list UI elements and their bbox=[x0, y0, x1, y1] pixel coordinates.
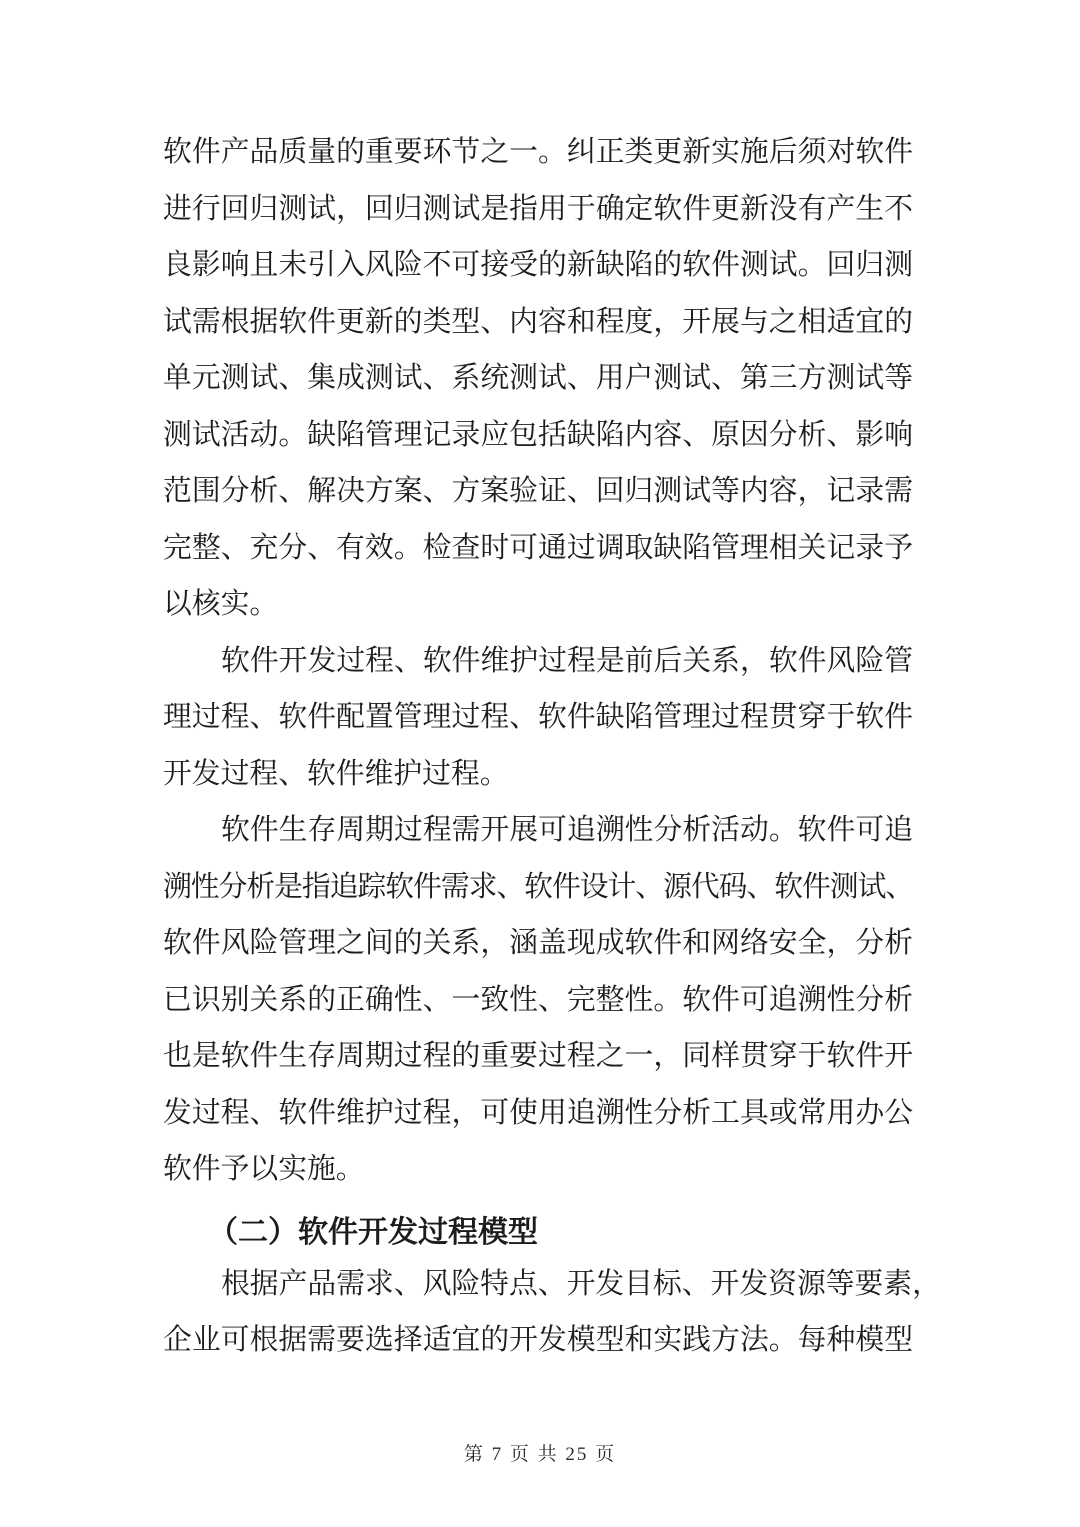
text-line: 测试活动。缺陷管理记录应包括缺陷内容、原因分析、影响 bbox=[163, 418, 913, 451]
text-line: 开发过程、软件维护过程。 bbox=[163, 757, 509, 790]
text-line: 单元测试、集成测试、系统测试、用户测试、第三方测试等 bbox=[163, 362, 913, 394]
text-line: 试需根据软件更新的类型、内容和程度，开展与之相适宜的 bbox=[163, 305, 913, 338]
text-line: 软件产品质量的重要环节之一。纠正类更新实施后须对软件 bbox=[163, 136, 913, 168]
text-line: 也是软件生存周期过程的重要过程之一，同样贯穿于软件开 bbox=[163, 1040, 913, 1072]
page-body-text bbox=[163, 124, 941, 1369]
text-line: 软件开发过程、软件维护过程是前后关系，软件风险管 bbox=[221, 644, 913, 677]
text-line: 企业可根据需要选择适宜的开发模型和实践方法。每种模型 bbox=[163, 1324, 913, 1356]
section-heading: （二）软件开发过程模型 bbox=[208, 1215, 538, 1249]
text-line: 理过程、软件配置管理过程、软件缺陷管理过程贯穿于软件 bbox=[163, 701, 913, 733]
text-line: 软件风险管理之间的关系，涵盖现成软件和网络安全，分析 bbox=[163, 927, 913, 959]
text-line: 以核实。 bbox=[163, 588, 279, 620]
text-line: 溯性分析是指追踪软件需求、软件设计、源代码、软件测试、 bbox=[163, 870, 913, 903]
text-line: 良影响且未引入风险不可接受的新缺陷的软件测试。回归测 bbox=[163, 249, 913, 281]
text-line: 进行回归测试，回归测试是指用于确定软件更新没有产生不 bbox=[163, 192, 913, 225]
page-number-label: 第 7 页 共 25 页 bbox=[463, 1444, 617, 1465]
text-line: 完整、充分、有效。检查时可通过调取缺陷管理相关记录予 bbox=[163, 531, 913, 564]
text-line: 范围分析、解决方案、方案验证、回归测试等内容，记录需 bbox=[163, 475, 913, 507]
text-line: 发过程、软件维护过程，可使用追溯性分析工具或常用办公 bbox=[163, 1096, 913, 1129]
text-line: 软件生存周期过程需开展可追溯性分析活动。软件可追 bbox=[221, 814, 913, 846]
text-line: 已识别关系的正确性、一致性、完整性。软件可追溯性分析 bbox=[163, 983, 913, 1016]
text-line: 软件予以实施。 bbox=[163, 1153, 365, 1185]
page-footer bbox=[0, 1440, 1080, 1470]
text-line: 根据产品需求、风险特点、开发目标、开发资源等要素， bbox=[221, 1267, 941, 1300]
